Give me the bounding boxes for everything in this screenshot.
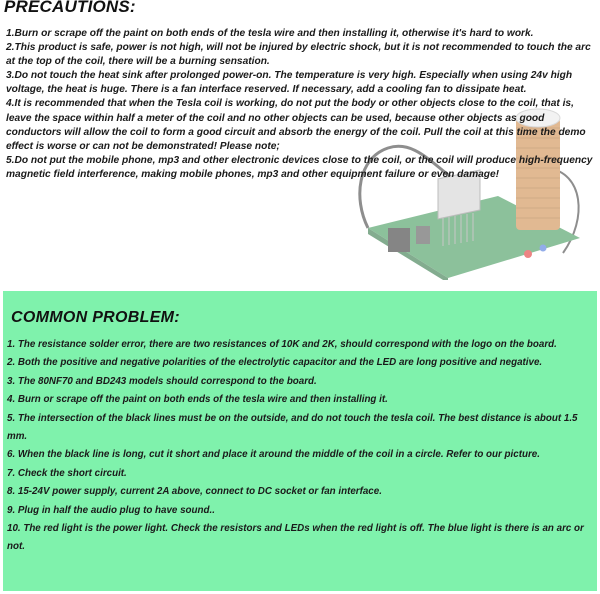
led-red [524, 250, 532, 258]
dc-socket [388, 228, 410, 252]
led-blue [540, 245, 547, 252]
common-problem-list [7, 336, 593, 557]
problem-item: 7. Check the short circuit. [7, 467, 127, 479]
precautions-title: PRECAUTIONS: [4, 0, 136, 16]
fan-interface [416, 226, 430, 244]
common-problem-section [3, 291, 597, 591]
precaution-item: 4.It is recommended that when the Tesla coil is working, do not put the body or other objects close to the coil, that is, leave the space within half a meter of the coil and no other objects can be used, because other objects as good conductors will allow the coil to form a good circuit and absorb the energy of the coil. Pull the coil at this time the demo effect is worse or can not be demonstrated! Please note; [6, 98, 586, 152]
precaution-item: 1.Burn or scrape off the paint on both ends of the tesla wire and then installing it, otherwise it's hard to work. [6, 28, 534, 39]
precaution-item: 5.Do not put the mobile phone, mp3 and other electronic devices close to the coil, or the coil will produce high-frequency magnetic field interference, making mobile phones, mp3 and other equipment failure or even damage! [6, 154, 593, 180]
problem-item: 9. Plug in half the audio plug to have sound.. [7, 504, 215, 516]
common-problem-title: COMMON PROBLEM: [11, 309, 180, 326]
problem-item: 1. The resistance solder error, there are two resistances of 10K and 2K, should correspond with the logo on the board. [7, 339, 557, 350]
problem-item: 2. Both the positive and negative polarities of the electrolytic capacitor and the LED are long positive and negative. [7, 357, 543, 369]
precautions-section [0, 0, 600, 281]
problem-item: 6. When the black line is long, cut it short and place it around the middle of the coil in a circle. Refer to our picture. [7, 449, 540, 461]
precaution-item: 2.This product is safe, power is not high, will not be injured by electric shock, but it is not recommended to touch the arc at the top of the coil, there will be a burning sensation. [6, 42, 591, 68]
problem-item: 8. 15-24V power supply, current 2A above, connect to DC socket or fan interface. [7, 486, 382, 498]
problem-item: 3. The 80NF70 and BD243 models should correspond to the board. [7, 375, 317, 387]
problem-item: 10. The red light is the power light. Check the resistors and LEDs when the red light is off. The blue light is there is an arc or not. [7, 523, 584, 553]
precautions-list [6, 27, 596, 182]
problem-item: 4. Burn or scrape off the paint on both ends of the tesla wire and then installing it. [7, 394, 388, 406]
problem-item: 5. The intersection of the black lines must be on the outside, and do not touch the tesla coil. The best distance is about 1.5 mm. [7, 412, 578, 443]
precaution-item: 3.Do not touch the heat sink after prolonged power-on. The temperature is very high. Especially when using 24v high voltage, the heat is huge. There is a fan interface reserved. If necessary, add a cooling fan to dissipate heat. [6, 70, 573, 96]
